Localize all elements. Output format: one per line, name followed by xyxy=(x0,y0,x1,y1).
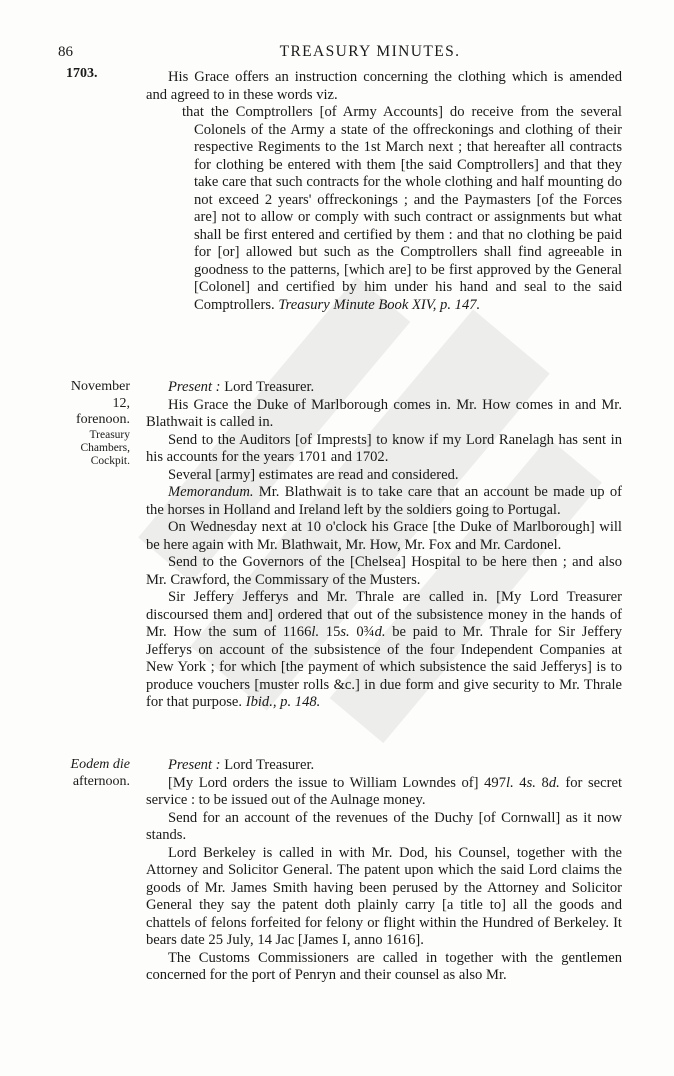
section-november-12-forenoon xyxy=(146,379,622,712)
paragraph: His Grace the Duke of Marlborough comes in. Mr. How comes in and Mr. Blathwait is called in. xyxy=(146,396,622,430)
present-line: Present : Lord Treasurer. xyxy=(168,379,315,395)
source-citation: Ibid., p. 148. xyxy=(245,694,321,710)
year-marker: 1703. xyxy=(66,66,98,81)
paragraph: Sir Jeffery Jefferys and Mr. Thrale are called in. [My Lord Treasurer discoursed them and] ordered that out of the subsistence money in the hands of Mr. How the sum of 1166l. 15s. 0¾d. be paid to Mr. Thrale for Sir Jeffery Jefferys on account of the subsistence of the four Independent Companies at New York ; for which [the payment of which subsistence the said Jefferys] is to produce vouchers [muster rolls &c.] in due form and give security to Mr. Thrale for that purpose. Ibid., p. 148. xyxy=(146,589,623,710)
paragraph: Send to the Governors of the [Chelsea] Hospital to be here then ; and also Mr. Crawford, the Commissary of the Musters. xyxy=(146,554,622,588)
source-citation: Treasury Minute Book XIV, p. 147. xyxy=(278,296,481,313)
paragraph: Several [army] estimates are read and considered. xyxy=(168,466,459,483)
paragraph: [My Lord orders the issue to William Lowndes of] 497l. 4s. 8d. for secret service : to be issued out of the Aulnage money. xyxy=(146,774,622,808)
section-clothing-instruction xyxy=(146,69,622,314)
running-head: TREASURY MINUTES. xyxy=(279,43,461,60)
paragraph: On Wednesday next at 10 o'clock his Grace [the Duke of Marlborough] will be here again with Mr. Blathwait, Mr. How, Mr. Fox and Mr. Cardonel. xyxy=(146,519,622,553)
section-eodem-die-afternoon xyxy=(146,757,622,985)
paragraph: The Customs Commissioners are called in together with the gentlemen concerned for the port of Penryn and their counsel as also Mr. xyxy=(146,949,622,983)
paragraph: Send to the Auditors [of Imprests] to know if my Lord Ranelagh has sent in his accounts for the years 1701 and 1702. xyxy=(146,431,622,465)
margin-note-date: November 12, forenoon. Treasury Chambers, Cockpit. xyxy=(70,379,130,467)
memorandum: Memorandum. Mr. Blathwait is to take care that an account be made up of the horses in Holland and Ireland left by the soldiers going to Portugal. xyxy=(146,484,622,518)
paragraph: His Grace offers an instruction concerning the clothing which is amended and agreed to in these words viz. xyxy=(146,69,622,103)
page-number: 86 xyxy=(58,44,73,60)
paragraph: Send for an account of the revenues of the Duchy [of Cornwall] as it now stands. xyxy=(146,809,622,843)
present-line: Present : Lord Treasurer. xyxy=(168,757,315,773)
paragraph: Lord Berkeley is called in with Mr. Dod, his Counsel, together with the Attorney and Solicitor General. The patent upon which the said Lord claims the goods of Mr. James Smith having been perused by the Attorney and Solicitor General they say the patent doth plainly carry [a title to] all the goods and chattels of felons forfeited for felony or flight within the Hundred of Berkeley. It bears date 25 July, 14 Jac [James I, anno 1616]. xyxy=(146,844,622,948)
margin-note-eodem-die: Eodem die afternoon. xyxy=(70,757,130,789)
quoted-instruction: that the Comptrollers [of Army Accounts] do receive from the several Colonels of the Army a state of the offreckonings and clothing of their respective Regiments to the 1st March next ; that hereafter all contracts for clothing be entered with them [the said Comptrollers] and that they take care that such contracts for the whole clothing and half mounting do not exceed 2 years' offreckonings ; and the Paymasters [of the Forces are] not to allow or comply with such contract or assignments but what shall be first entered and certified by them : and that no clothing be paid for [or] allowed but such as the Comptrollers shall find agreeable in goodness to the patterns, [which are] to be first approved by the General [Colonel] and certified by him under his hand and seal to the said Comptrollers. Treasury Minute Book XIV, p. 147. xyxy=(182,104,622,313)
